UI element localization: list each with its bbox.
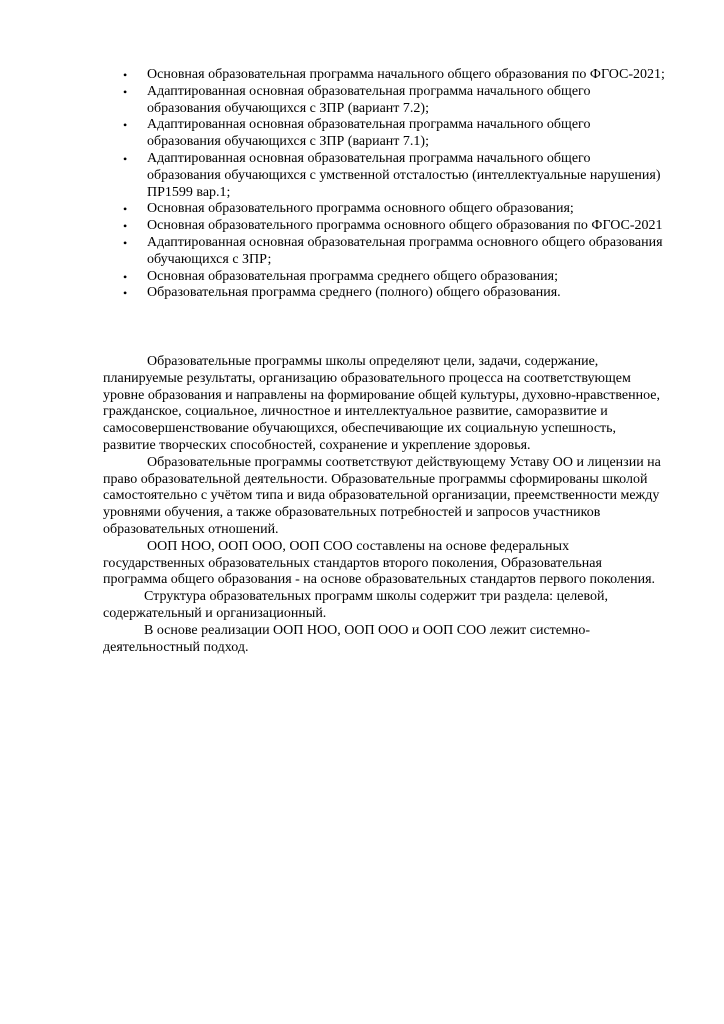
bullet-icon: • xyxy=(123,202,128,217)
bullet-icon: • xyxy=(123,151,128,166)
bullet-icon: • xyxy=(123,84,128,99)
list-item xyxy=(120,67,665,84)
list-item xyxy=(120,269,665,286)
paragraph-standards: ООП НОО, ООП ООО, ООП СОО составлены на основе федеральных государственных образовательных стандартов второго поколения, Образовательная программа общего образования - на основе образовательных стандартов первого поколения. xyxy=(103,538,656,588)
list-item-text: Адаптированная основная образовательная программа начального общего образования обучающихся с ЗПР (вариант 7.1); xyxy=(147,117,591,150)
list-item-text: Основная образовательная программа среднего общего образования; xyxy=(147,268,558,284)
list-item-text: Основная образовательного программа основного общего образования; xyxy=(147,201,574,217)
list-item xyxy=(120,201,665,218)
list-item xyxy=(120,235,665,269)
bullet-icon: • xyxy=(123,68,128,82)
bullet-icon: • xyxy=(123,118,128,133)
list-item-text: Адаптированная основная образовательная программа начального общего образования обучающихся с умственной отсталостью (интеллектуальные нарушения) ПР1599 вар.1; xyxy=(147,150,661,200)
bullet-icon: • xyxy=(123,269,128,284)
bullet-icon: • xyxy=(123,286,128,301)
paragraph-compliance: Образовательные программы соответствуют действующему Уставу ОО и лицензии на право образовательной деятельности. Образовательные программы сформированы школой самостоятельно с учётом типа и вида образовательной организации, преемственности между уровнями обучения, а также образовательных потребностей и запросов участников образовательных отношений. xyxy=(103,454,661,537)
body-text xyxy=(103,354,663,656)
list-item xyxy=(120,117,665,151)
paragraph-structure: Структура образовательных программ школы содержит три раздела: целевой, содержательный и организационный. xyxy=(103,589,608,621)
list-item-text: Адаптированная основная образовательная программа начального общего образования обучающихся с ЗПР (вариант 7.2); xyxy=(147,83,591,116)
list-item xyxy=(120,84,665,118)
list-item xyxy=(120,151,665,201)
list-item-text: Образовательная программа среднего (полного) общего образования. xyxy=(147,285,561,301)
program-list xyxy=(120,67,665,302)
bullet-icon: • xyxy=(123,219,128,234)
list-item-text: Адаптированная основная образовательная программа основного общего образования обучающихся с ЗПР; xyxy=(147,234,663,267)
list-item-text: Основная образовательная программа начального общего образования по ФГОС-2021; xyxy=(147,67,665,82)
list-item xyxy=(120,218,665,235)
paragraph-approach: В основе реализации ООП НОО, ООП ООО и ООП СОО лежит системно-деятельностный подход. xyxy=(103,622,591,655)
bullet-icon: • xyxy=(123,235,128,250)
list-item xyxy=(120,285,665,302)
list-item-text: Основная образовательного программа основного общего образования по ФГОС-2021 xyxy=(147,218,663,234)
paragraph-goals: Образовательные программы школы определяют цели, задачи, содержание, планируемые результаты, организацию образовательного процесса на соответствующем уровне образования и направлены на формирование общей культуры, духовно-нравственное, гражданское, социальное, личностное и интеллектуальное развитие, саморазвитие и самосовершенствование обучающихся, обеспечивающие их социальную успешность, развитие творческих способностей, сохранение и укрепление здоровья. xyxy=(103,354,660,453)
